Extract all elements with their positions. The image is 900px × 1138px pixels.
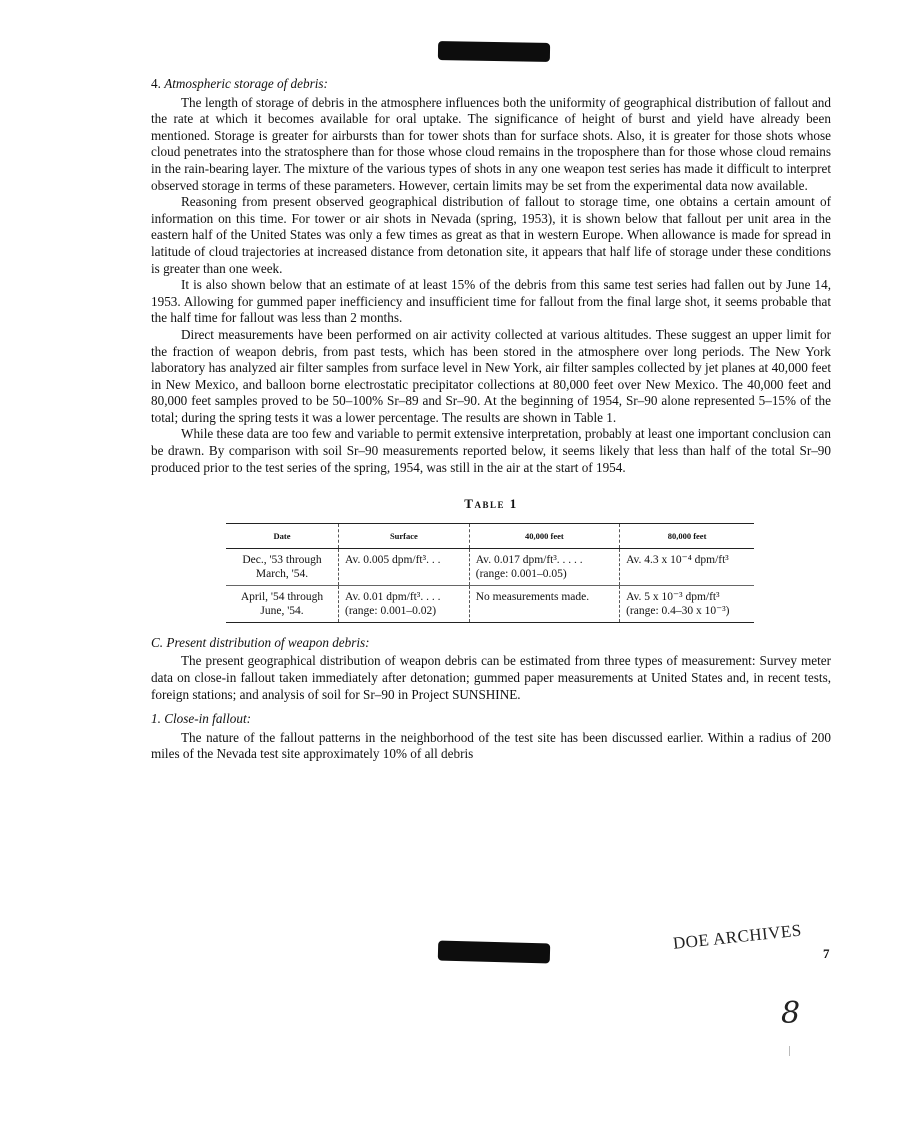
- margin-mark: [789, 1046, 790, 1056]
- handwritten-page-number: 8: [781, 996, 801, 1031]
- paragraph-storage-length: The length of storage of debris in the atmosphere influences both the uniformity of geographical distribution of fallout and the rate at which it becomes available for oral uptake. The significance of height of burst and yield have already been mentioned. Storage is greater for airbursts than for tower shots than for surface shots. Also, it is greater for those shots whose cloud penetrates into the stratosphere than for those whose cloud remains in the troposphere than for those whose cloud remains in the rain-bearing layer. The mixture of the various types of shots in any one weapon test series has made it difficult to interpret observed storage in terms of these parameters. However, certain limits may be set from the experimental data now available.: [151, 94, 831, 193]
- section-c-title: C. Present distribution of weapon debris:: [151, 634, 370, 650]
- header-date: Date: [226, 523, 339, 548]
- paragraph-conclusion: While these data are too few and variable to permit extensive interpretation, probably at least one important conclusion can be drawn. By comparison with soil Sr–90 measurements reported below, it seems likely that less than half of the total Sr–90 produced prior to the test series of the spring, 1954, was still in the air at the start of 1954.: [151, 426, 831, 475]
- cell-date: April, '54 through June, '54.: [226, 585, 339, 622]
- section-4-title: Atmospheric storage of debris:: [164, 76, 328, 91]
- paragraph-close-in-fallout: The nature of the fallout patterns in the neighborhood of the test site has been discussed earlier. Within a radius of 200 miles of the Nevada test site approximately 10% of all debris: [151, 729, 831, 762]
- section-c-heading: [151, 635, 831, 652]
- document-body: [151, 76, 831, 763]
- paragraph-reasoning: Reasoning from present observed geographical distribution of fallout to storage time, one obtains a certain amount of information on this time. For tower or air shots in Nevada (spring, 1953), it is shown below that fallout per unit area in the eastern half of the United States was only a few times as great as that in western Europe. When allowance is made for spread in latitude of cloud trajectories at increased distance from detonation site, it appears that half life of storage under these conditions is greater than one week.: [151, 194, 831, 276]
- table-row: [226, 548, 754, 585]
- cell-80000-feet: Av. 4.3 x 10⁻⁴ dpm/ft³: [620, 548, 754, 585]
- table-header-row: [226, 523, 754, 548]
- paragraph-direct-measurements: Direct measurements have been performed on air activity collected at various altitudes. These suggest an upper limit for the fraction of weapon debris, from past tests, which has been stored in the atmosphere over long periods. The New York laboratory has analyzed air filter samples from surface level in New York, air filter samples collected by jet planes at 40,000 feet in New Mexico, and balloon borne electrostatic precipitator collections at 80,000 feet over New Mexico. The 40,000 feet and 80,000 feet samples proved to be 50–100% Sr–89 and Sr–90. At the beginning of 1954, Sr–90 alone represented 5–15% of the total; during the spring tests it was a lower percentage. The results are shown in Table 1.: [151, 326, 831, 425]
- section-1-heading: [151, 711, 831, 728]
- cell-80000-feet: Av. 5 x 10⁻³ dpm/ft³ (range: 0.4–30 x 10⁻³): [620, 585, 754, 622]
- table-row: [226, 585, 754, 622]
- header-surface: Surface: [339, 523, 470, 548]
- cell-40000-feet: Av. 0.017 dpm/ft³. . . . . (range: 0.001–0.05): [469, 548, 619, 585]
- redaction-bar-top: [438, 41, 550, 62]
- table-caption: Table 1: [464, 496, 518, 512]
- cell-date: Dec., '53 through March, '54.: [242, 553, 322, 580]
- redaction-bar-bottom: [438, 941, 550, 964]
- header-40000-feet: 40,000 feet: [469, 523, 619, 548]
- cell-surface: Av. 0.005 dpm/ft³. . .: [339, 548, 470, 585]
- archive-stamp: DOE ARCHIVES: [672, 920, 803, 953]
- section-4-number: 4.: [151, 76, 161, 91]
- header-80000-feet: 80,000 feet: [620, 523, 754, 548]
- paragraph-estimate: It is also shown below that an estimate of at least 15% of the debris from this same test series had fallen out by June 14, 1953. Allowing for gummed paper inefficiency and insufficient time for fallout from the final large shot, it seems probable that the half time for fallout was less than 2 months.: [151, 277, 831, 326]
- section-4-heading: [151, 76, 831, 93]
- table-1: [226, 523, 754, 623]
- paragraph-present-distribution: The present geographical distribution of weapon debris can be estimated from three types of measurement: Survey meter data on close-in fallout taken immediately after detonation; gummed paper measurements at United States and, in recent tests, foreign stations; and analysis of soil for Sr–90 in Project SUNSHINE.: [151, 653, 831, 702]
- section-1-title: 1. Close-in fallout:: [151, 711, 252, 727]
- cell-surface: Av. 0.01 dpm/ft³. . . . (range: 0.001–0.02): [339, 585, 470, 622]
- cell-40000-feet: No measurements made.: [469, 585, 619, 622]
- page-number: 7: [823, 946, 830, 961]
